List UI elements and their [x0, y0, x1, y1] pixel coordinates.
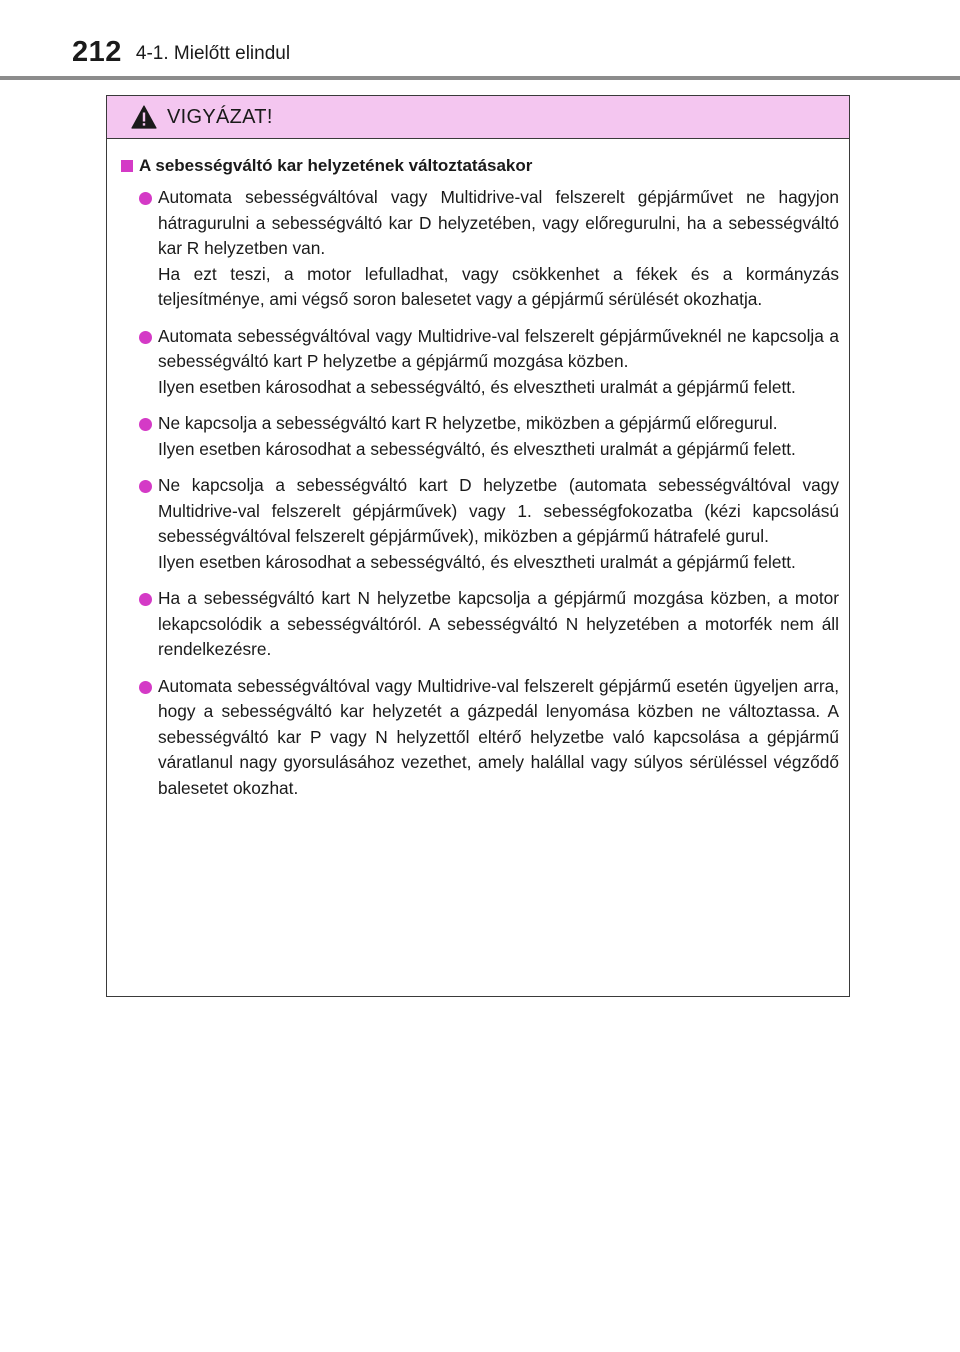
warning-item-body — [158, 185, 839, 313]
warning-item — [117, 674, 839, 802]
warning-subheading — [117, 153, 839, 179]
warning-item-body — [158, 411, 839, 462]
circle-bullet-icon — [139, 681, 152, 694]
warning-body — [107, 139, 849, 801]
header-divider — [0, 76, 960, 80]
warning-item-paragraph: Ha ezt teszi, a motor lefulladhat, vagy csökkenhet a fékek és a kormányzás teljesítménye, ami végső soron balesetet vagy a gépjármű sérülését okozhatja. — [158, 263, 839, 309]
warning-item — [117, 185, 839, 313]
warning-item-paragraph: Ha a sebességváltó kart N helyzetbe kapcsolja a gépjármű mozgása közben, a motor lekapcsolódik a sebességváltóról. A sebességváltó N helyzetében a motorfék nem áll rendelkezésre. — [158, 588, 839, 659]
warning-item-paragraph: Automata sebességváltóval vagy Multidrive-val felszerelt gépjárművet ne hagyjon hátragurulni a sebességváltó kar D helyzetében, vagy előregurulni, ha a sebességváltó kar R helyzetben van. — [158, 187, 839, 258]
section-title: 4-1. Mielőtt elindul — [135, 43, 291, 64]
warning-item-paragraph: Ilyen esetben károsodhat a sebességváltó, és elvesztheti uralmát a gépjármű felett. — [158, 438, 796, 459]
warning-item-body — [158, 674, 839, 802]
warning-box — [106, 95, 850, 997]
warning-header — [107, 96, 849, 139]
warning-item-paragraph: Ilyen esetben károsodhat a sebességváltó, és elvesztheti uralmát a gépjármű felett. — [158, 376, 796, 397]
circle-bullet-icon — [139, 418, 152, 431]
warning-item-list — [117, 185, 839, 801]
page-number: 212 — [72, 36, 122, 68]
warning-item — [117, 411, 839, 462]
warning-item-paragraph: Ne kapcsolja a sebességváltó kart D helyzetbe (automata sebességváltóval vagy Multidrive-val felszerelt gépjárművek) vagy 1. sebességfokozatba (kézi kapcsolású sebességváltóval felszerelt gépjárművek), miközben a gépjármű hátrafelé gurul. — [158, 475, 839, 546]
warning-item-body — [158, 324, 839, 401]
warning-triangle-icon — [131, 105, 157, 129]
warning-item-paragraph: Ne kapcsolja a sebességváltó kart R helyzetbe, miközben a gépjármű előregurul. — [158, 413, 778, 433]
circle-bullet-icon — [139, 331, 152, 344]
square-bullet-icon — [121, 160, 133, 172]
warning-item-paragraph: Ilyen esetben károsodhat a sebességváltó, és elvesztheti uralmát a gépjármű felett. — [158, 551, 796, 572]
warning-item-body — [158, 473, 839, 575]
subheading-text: A sebességváltó kar helyzetének változtatásakor — [139, 156, 533, 175]
circle-bullet-icon — [139, 593, 152, 606]
warning-item-body — [158, 586, 839, 663]
warning-item — [117, 473, 839, 575]
warning-item — [117, 586, 839, 663]
warning-item — [117, 324, 839, 401]
warning-item-paragraph: Automata sebességváltóval vagy Multidrive-val felszerelt gépjárműveknél ne kapcsolja a sebességváltó kart P helyzetbe a gépjármű mozgása közben. — [158, 325, 839, 371]
warning-item-paragraph: Automata sebességváltóval vagy Multidrive-val felszerelt gépjármű esetén ügyeljen arra, hogy a sebességváltó kar helyzetét a gázpedál lenyomása közben ne változtassa. A sebességváltó kar P vagy N helyzettől eltérő helyzetbe való kapcsolása a gépjármű váratlanul nagy gyorsulásához vezethet, amely halállal vagy súlyos sérüléssel végződő balesetet okozhat. — [158, 675, 839, 798]
circle-bullet-icon — [139, 192, 152, 205]
warning-title: VIGYÁZAT! — [167, 105, 273, 128]
circle-bullet-icon — [139, 480, 152, 493]
page-header — [72, 36, 290, 76]
